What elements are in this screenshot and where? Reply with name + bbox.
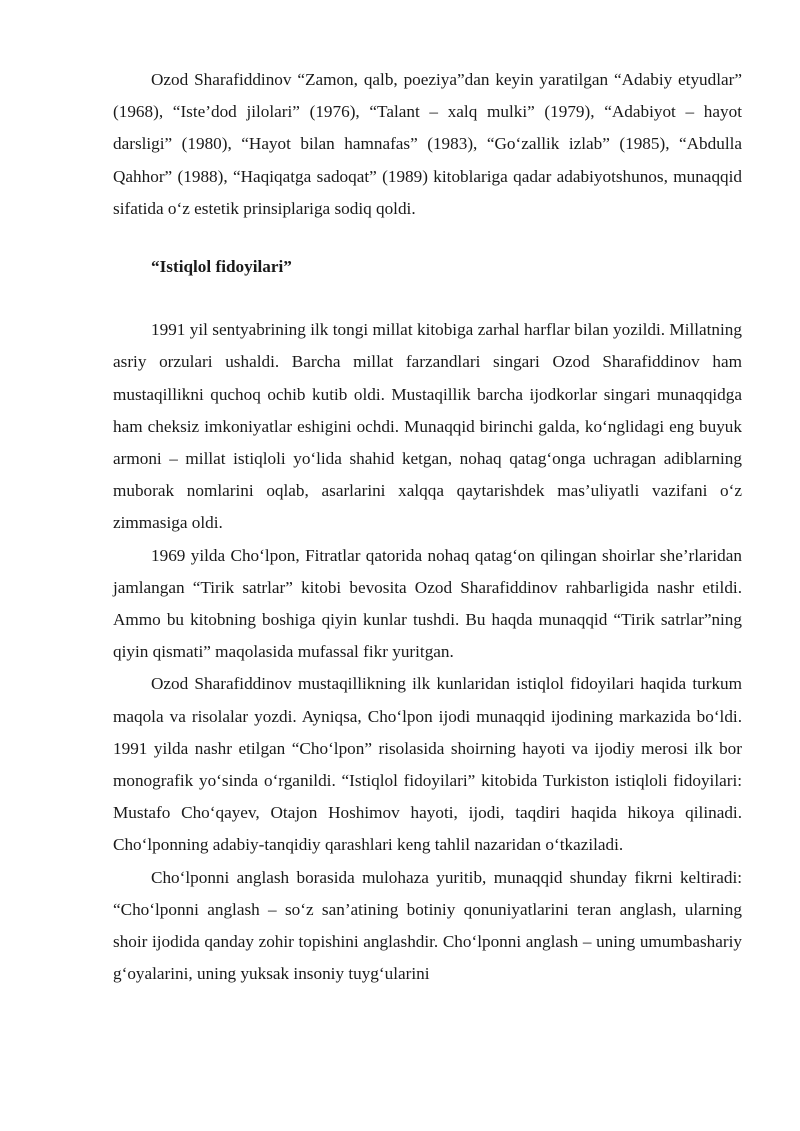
document-page	[113, 64, 742, 990]
paragraph-intro: Ozod Sharafiddinov “Zamon, qalb, poeziya”dan keyin yaratilgan “Adabiy etyudlar” (1968), “Iste’dod jilolari” (1976), “Talant – xalq mulki” (1979), “Adabiyot – hayot darsligi” (1980), “Hayot bilan hamnafas” (1983), “Go‘zallik izlab” (1985), “Abdulla Qahhor” (1988), “Haqiqatga sadoqat” (1989) kitoblariga qadar adabiyotshunos, munaqqid sifatida o‘z estetik prinsiplariga sodiq qoldi.	[113, 70, 742, 218]
paragraph-istiqlol-fidoyilari: Ozod Sharafiddinov mustaqillikning ilk kunlaridan istiqlol fidoyilari haqida turkum maqola va risolalar yozdi. Ayniqsa, Cho‘lpon ijodi munaqqid ijodining markazida bo‘ldi. 1991 yilda nashr etilgan “Cho‘lpon” risolasida shoirning hayoti va ijodiy merosi ilk bor monografik yo‘sinda o‘rganildi. “Istiqlol fidoyilari” kitobida Turkiston istiqloli fidoyilari: Mustafo Cho‘qayev, Otajon Hoshimov hayoti, ijodi, taqdiri haqida hikoya qilinadi. Cho‘lponning adabiy-tanqidiy qarashlari keng tahlil nazaridan o‘tkaziladi.	[113, 674, 742, 855]
paragraph-independence: 1991 yil sentyabrining ilk tongi millat kitobiga zarhal harflar bilan yozildi. Millatning asriy orzulari ushaldi. Barcha millat farzandlari singari Ozod Sharafiddinov ham mustaqillikni quchoq ochib kutib oldi. Mustaqillik barcha ijodkorlar singari munaqqidga ham cheksiz imkoniyatlar eshigini ochdi. Munaqqid birinchi galda, ko‘nglidagi eng buyuk armoni – millat istiqloli yo‘lida shahid ketgan, nohaq qatag‘onga uchragan adiblarning muborak nomlarini oqlab, asarlarini xalqqa qaytarishdek mas’uliyatli vazifani o‘z zimmasiga oldi.	[113, 320, 742, 533]
paragraph-tirik-satrlar: 1969 yilda Cho‘lpon, Fitratlar qatorida nohaq qatag‘on qilingan shoirlar she’rlaridan jamlangan “Tirik satrlar” kitobi bevosita Ozod Sharafiddinov rahbarligida nashr etildi. Ammo bu kitobning boshiga qiyin kunlar tushdi. Bu haqda munaqqid “Tirik satrlar”ning qiyin qismati” maqolasida mufassal fikr yuritgan.	[113, 545, 742, 662]
section-heading: “Istiqlol fidoyilari”	[151, 257, 292, 277]
paragraph-cholpon: Cho‘lponni anglash borasida mulohaza yuritib, munaqqid shunday fikrni keltiradi: “Cho‘lponni anglash – so‘z san’atining botiniy qonuniyatlarini teran anglash, ularning shoir ijodida qanday zohir topishini anglashdir. Cho‘lponni anglash – uning umumbashariy g‘oyalarini, uning yuksak insoniy tuyg‘ularini	[113, 867, 742, 984]
